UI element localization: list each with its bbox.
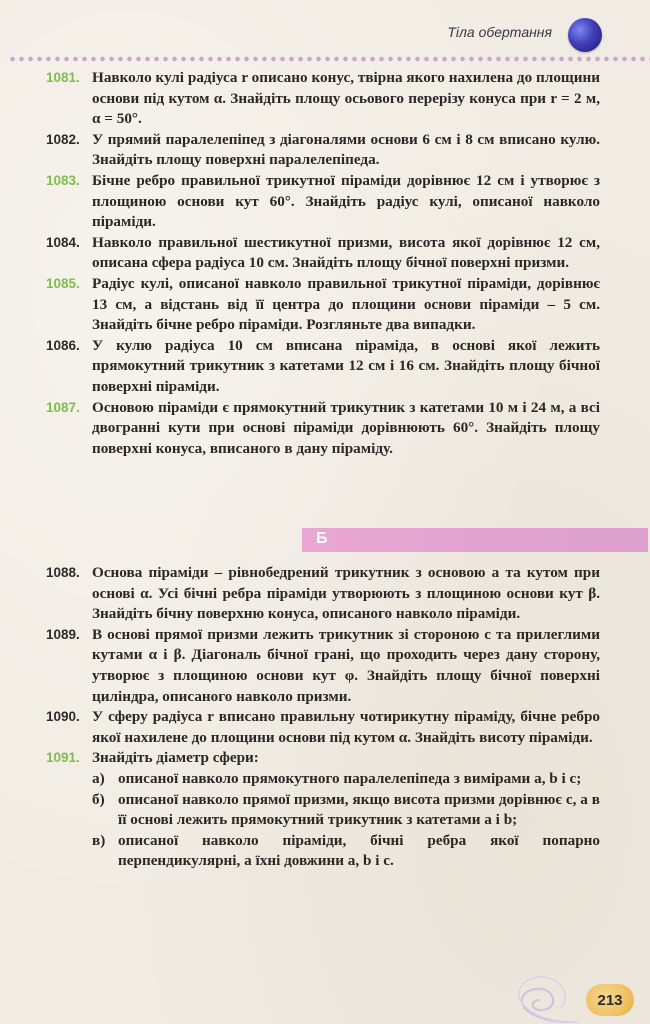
problem-text: Основа піраміди – рівнобедрений трикутник з основою a та кутом при основі α. Усі бічні ребра піраміди утворюють з площиною основи кут β. Знайдіть бічну поверхню конуса, описаного навколо піраміди. <box>92 564 600 623</box>
problem-text: Бічне ребро правильної трикутної піраміди дорівнює 12 см і утворює з площиною основи кут 60°. Знайдіть радіус кулі, описаної навколо піраміди. <box>92 171 600 231</box>
problem-1087 <box>46 398 600 460</box>
subitem-text: описаної навколо прямої призми, якщо висота призми дорівнює c, а в її основі лежить прямокутний трикутник з катетами a і b; <box>118 790 600 829</box>
problem-1084 <box>46 233 600 274</box>
problem-1091 <box>46 748 600 872</box>
problem-text: У прямий паралелепіпед з діагоналями основи 6 см і 8 см вписано кулю. Знайдіть площу поверхні паралелепіпеда. <box>92 130 600 169</box>
subitem-b <box>92 790 600 831</box>
problem-1083 <box>46 171 600 233</box>
problem-number: 1087. <box>46 399 80 415</box>
problem-1085 <box>46 274 600 336</box>
problem-text: У кулю радіуса 10 см вписана піраміда, в основі якої лежить прямокутний трикутник з катетами 12 см і 16 см. Знайдіть площу бічної поверхні піраміди. <box>92 336 600 395</box>
problem-text: Основою піраміди є прямокутний трикутник з катетами 10 м і 24 м, а всі двогранні кути при основі піраміди дорівнюють 60°. Знайдіть площу поверхні конуса, вписаного в дану піраміду. <box>92 398 600 457</box>
problem-number: 1091. <box>46 750 80 766</box>
problem-1081 <box>46 68 600 130</box>
problem-number: 1086. <box>46 337 80 353</box>
swirl-decoration <box>500 964 580 1024</box>
problem-text: У сферу радіуса r вписано правильну чотирикутну піраміду, бічне ребро якої нахилене до площини основи під кутом α. Знайдіть висоту піраміди. <box>92 708 600 746</box>
subitem-label: а) <box>92 769 105 787</box>
problem-number: 1083. <box>46 172 80 188</box>
problem-text: Навколо правильної шестикутної призми, висота якої дорівнює 12 см, описана сфера радіуса 10 см. Знайдіть площу бічної поверхні призми. <box>92 233 600 272</box>
problem-number: 1081. <box>46 70 80 85</box>
problem-number: 1082. <box>46 131 80 147</box>
problem-1088 <box>46 563 600 625</box>
section-label: Б <box>316 530 328 547</box>
subitem-text: описаної навколо прямокутного паралелепіпеда з вимірами a, b і c; <box>118 769 582 787</box>
subitem-label: б) <box>92 790 105 808</box>
section-b-band <box>302 528 648 552</box>
problem-text: В основі прямої призми лежить трикутник зі стороною c та прилеглими кутами α і β. Діагональ бічної грані, що проходить через дану сторону, утворює з площиною основи кут φ. Знайдіть площу бічної поверхні циліндра, описаного навколо призми. <box>92 625 600 705</box>
page-number: 213 <box>586 984 634 1016</box>
problem-text: Знайдіть діаметр сфери: <box>92 749 259 767</box>
subitem-a <box>92 769 600 790</box>
problem-text: Радіус кулі, описаної навколо правильної трикутної піраміди, дорівнює 13 см, а відстань від її центра до площини основи піраміди – 5 см. Знайдіть бічне ребро піраміди. Розгляньте два випадки. <box>92 274 600 334</box>
problem-number: 1089. <box>46 626 80 642</box>
problem-number: 1090. <box>46 709 80 725</box>
subitem-label: в) <box>92 831 106 849</box>
chapter-title: Тіла обертання <box>447 24 552 40</box>
problem-list-a <box>46 68 600 459</box>
problem-text: Навколо кулі радіуса r описано конус, твірна якого нахилена до площини основи під кутом α. Знайдіть площу осьового перерізу конуса при r = 2 м, α = 50°. <box>92 69 600 128</box>
dotted-divider <box>8 55 650 63</box>
subitem-text: описаної навколо піраміди, бічні ребра якої попарно перпендикулярні, а їхні довжини a, b і c. <box>118 831 600 870</box>
problem-1082 <box>46 130 600 171</box>
blue-sphere-decoration <box>568 18 602 52</box>
problem-1090 <box>46 707 600 748</box>
problem-1086 <box>46 336 600 398</box>
subitem-c <box>92 831 600 872</box>
problem-number: 1084. <box>46 234 80 250</box>
problem-number: 1088. <box>46 565 80 580</box>
problem-list-b <box>46 563 600 872</box>
problem-1089 <box>46 625 600 707</box>
problem-number: 1085. <box>46 275 80 291</box>
